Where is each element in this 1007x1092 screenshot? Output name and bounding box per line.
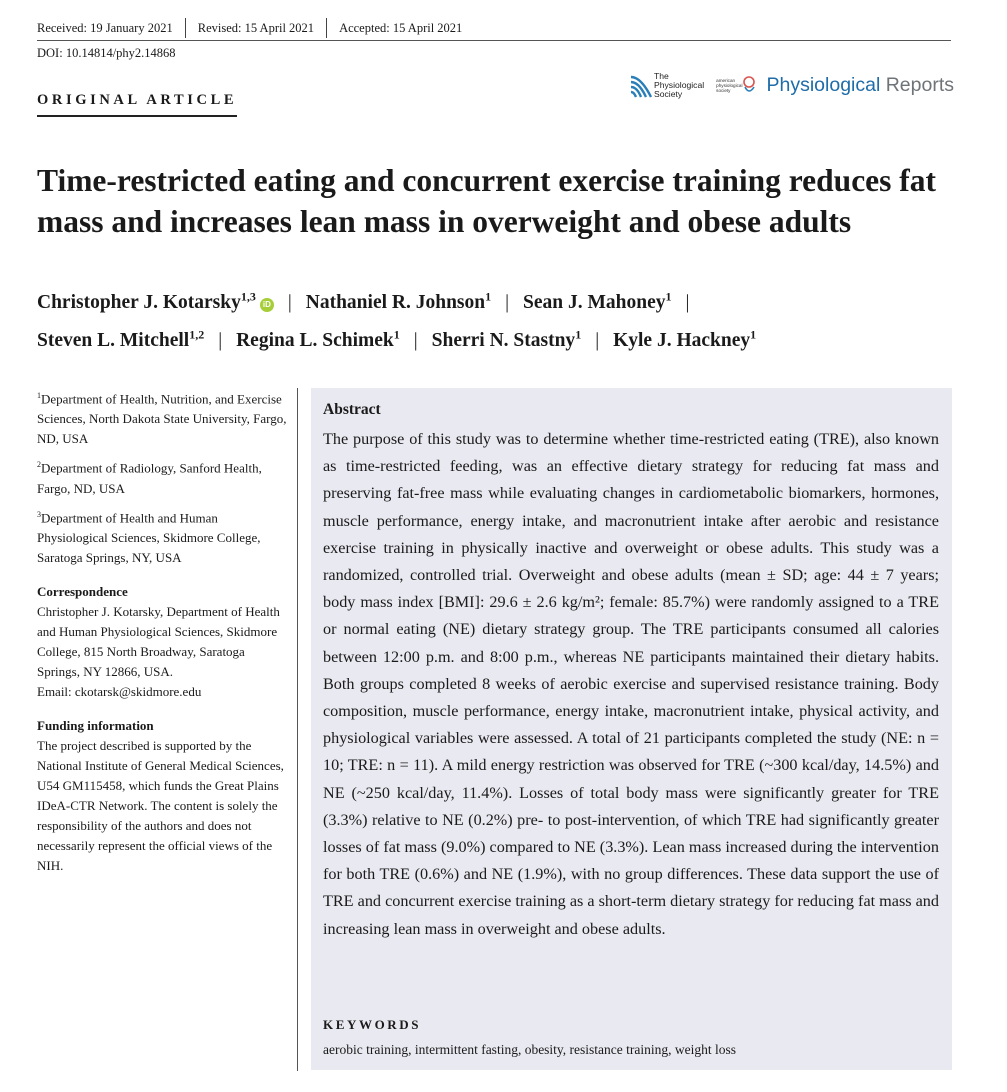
author[interactable]	[37, 289, 274, 313]
aps-line-1: american	[716, 78, 736, 83]
journal-name-part2: Reports	[885, 74, 954, 96]
abstract-panel	[311, 388, 952, 1070]
keywords-heading: KEYWORDS	[323, 1017, 422, 1032]
affiliation-number: 3	[37, 509, 41, 519]
author-name: Regina L. Schimek	[236, 330, 394, 351]
author[interactable]	[305, 289, 492, 313]
author-separator: |	[287, 291, 292, 313]
journal-logos[interactable]	[630, 72, 954, 99]
author-name: Sean J. Mahoney	[523, 291, 666, 313]
aps-swirl-icon	[742, 75, 756, 97]
author[interactable]	[431, 327, 582, 351]
affiliation-text: Department of Health and Human Physiological Sciences, Skidmore College, Saratoga Springs, NY, USA	[37, 509, 261, 565]
affiliation	[37, 505, 289, 568]
affiliation	[37, 386, 289, 449]
aps-line-3: society	[716, 88, 731, 93]
author-separator: |	[505, 291, 510, 313]
author-affil: 1,2	[189, 327, 205, 342]
abstract-text: The purpose of this study was to determine whether time-restricted eating (TRE), also known as time-restricted feeding, was an effective dietary strategy for reducing fat mass and preserving fat-free mass while evaluating changes in cardiometabolic biomarkers, hormones, muscle performance, energy intake, and macronutrient intake after aerobic and resistance exercise training in physically inactive and overweight or obese adults. This study was a randomized, controlled trial. Overweight and obese adults (mean ± SD; age: 44 ± 7 years; body mass index [BMI]: 29.6 ± 2.6 kg/m²; female: 85.7%) were randomly assigned to a TRE or normal eating (NE) dietary strategy group. The TRE participants consumed all calories between 12:00 p.m. and 8:00 p.m., whereas NE participants maintained their dietary habits. Both groups completed 8 weeks of aerobic exercise and supervised resistance training. Body composition, muscle performance, energy intake, macronutrient intake, physical activity, and physiological variables were assessed. A total of 21 participants completed the study (NE: n = 10; TRE: n = 11). A mild energy restriction was observed for TRE (~300 kcal/day, 14.5%) and NE (~250 kcal/day, 11.4%). Losses of total body mass were significantly greater for TRE (3.3%) relative to NE (0.2%) pre- to post-intervention, of which TRE had significantly greater losses of fat mass (9.0%) compared to NE (3.3%). Lean mass increased during the intervention for both TRE (0.6%) and NE (1.9%), with no group differences. These data support the use of TRE and concurrent exercise training as a short-term dietary strategy for reducing fat mass and increasing lean mass in overweight and obese adults.	[323, 430, 939, 938]
header-rule	[37, 40, 951, 41]
author-affil: 1	[575, 327, 582, 342]
author[interactable]	[613, 327, 757, 351]
accepted-date: Accepted: 15 April 2021	[326, 18, 474, 38]
author-affil: 1	[665, 289, 672, 303]
column-divider	[297, 388, 298, 1071]
author-affil: 1	[393, 327, 400, 342]
author[interactable]	[37, 327, 205, 351]
affiliation-number: 1	[37, 391, 41, 400]
author-affil: 1	[485, 289, 492, 303]
journal-name-part1: Physiological	[766, 74, 881, 96]
correspondence-email[interactable]: Email: ckotarsk@skidmore.edu	[37, 683, 202, 699]
doi[interactable]: DOI: 10.14814/phy2.14868	[37, 46, 176, 60]
author-separator: |	[685, 291, 690, 313]
author[interactable]	[523, 289, 672, 313]
author-separator: |	[413, 330, 418, 351]
orcid-icon[interactable]: iD	[260, 298, 274, 312]
author-affil: 1,3	[240, 289, 256, 303]
author[interactable]	[236, 327, 400, 351]
affiliation-text: Department of Health, Nutrition, and Exercise Sciences, North Dakota State University, Fargo, ND, USA	[37, 391, 287, 447]
funding-text: The project described is supported by the National Institute of General Medical Sciences, U54 GM115458, which funds the Great Plains IDeA-CTR Network. The content is solely the responsibility of the authors and does not necessarily represent the official views of the NIH.	[37, 737, 284, 873]
affiliation-number: 2	[37, 460, 41, 470]
revised-date: Revised: 15 April 2021	[185, 18, 326, 38]
received-date: Received: 19 January 2021	[37, 21, 173, 35]
american-physiological-society-logo[interactable]	[716, 75, 756, 97]
article-title: Time-restricted eating and concurrent exercise training reduces fat mass and increases lean mass in overweight and obese adults	[37, 163, 937, 239]
affiliation	[37, 455, 289, 498]
author-name: Sherri N. Stastny	[431, 330, 576, 351]
author-name: Nathaniel R. Johnson	[305, 291, 486, 313]
author-name: Kyle J. Hackney	[613, 330, 751, 351]
author-name: Christopher J. Kotarsky	[37, 291, 241, 313]
tps-line-2: Physiological	[654, 80, 705, 90]
affiliation-text: Department of Radiology, Sanford Health, Fargo, ND, USA	[37, 460, 262, 496]
journal-name[interactable]	[766, 74, 954, 97]
tps-line-3: Society	[654, 89, 683, 99]
author-affil: 1	[750, 327, 757, 342]
article-type: ORIGINAL ARTICLE	[37, 92, 237, 117]
article-dates	[37, 18, 474, 38]
author-separator: |	[595, 330, 600, 351]
author-name: Steven L. Mitchell	[37, 330, 190, 351]
keywords-list: aerobic training, intermittent fasting, obesity, resistance training, weight loss	[323, 1042, 737, 1057]
correspondence-heading: Correspondence	[37, 583, 128, 599]
correspondence-text: Christopher J. Kotarsky, Department of Health and Human Physiological Sciences, Skidmore College, 815 North Broadway, Saratoga Springs, NY 12866, USA.	[37, 603, 280, 679]
tps-line-1: The	[654, 71, 669, 81]
author-separator: |	[218, 330, 223, 351]
sidebar-info	[37, 386, 289, 876]
abstract-heading: Abstract	[323, 401, 381, 418]
physiological-society-logo[interactable]	[630, 72, 704, 99]
author-list	[37, 280, 957, 357]
funding-heading: Funding information	[37, 717, 154, 733]
physiological-society-icon	[630, 73, 652, 99]
aps-line-2: physiological	[716, 83, 743, 88]
